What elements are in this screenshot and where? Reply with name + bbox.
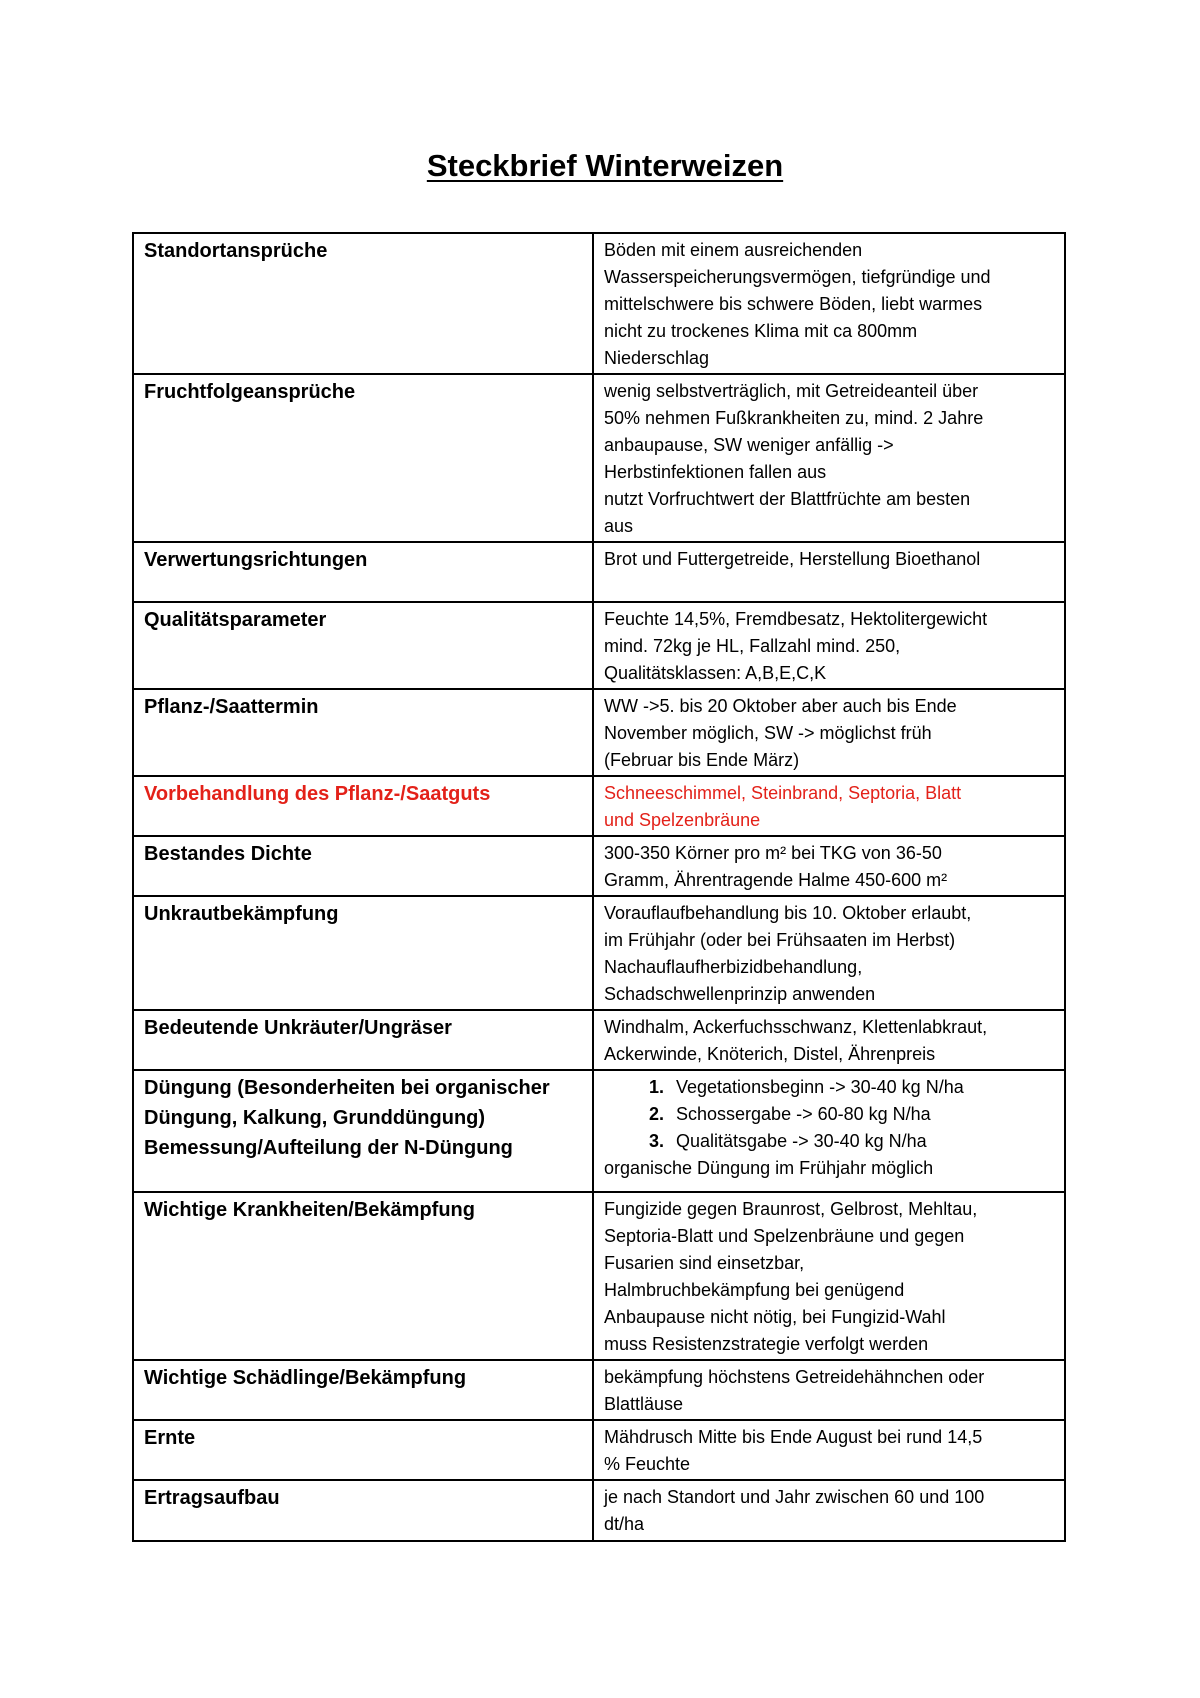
row-label: Bedeutende Unkräuter/Ungräser: [133, 1010, 593, 1070]
row-value: [593, 836, 1065, 896]
value-line: Anbaupause nicht nötig, bei Fungizid-Wahl: [604, 1307, 946, 1327]
value-line: Fusarien sind einsetzbar,: [604, 1253, 805, 1273]
value-line: dt/ha: [604, 1514, 645, 1534]
row-value: [593, 1010, 1065, 1070]
row-value: [593, 374, 1065, 542]
value-line: Niederschlag: [604, 348, 710, 368]
row-label: Standortansprüche: [133, 233, 593, 374]
row-value: [593, 602, 1065, 689]
value-line: Halmbruchbekämpfung bei genügend: [604, 1280, 905, 1300]
row-label: Qualitätsparameter: [133, 602, 593, 689]
table-row: [133, 1480, 1065, 1541]
value-line: % Feuchte: [604, 1454, 691, 1474]
list-text: Qualitätsgabe -> 30-40 kg N/ha: [676, 1131, 927, 1151]
row-label: Unkrautbekämpfung: [133, 896, 593, 1010]
row-value: [593, 1070, 1065, 1192]
value-line: Gramm, Ährentragende Halme 450-600 m²: [604, 870, 948, 890]
table-row: [133, 1010, 1065, 1070]
value-line: Böden mit einem ausreichenden: [604, 240, 863, 260]
value-line: Windhalm, Ackerfuchsschwanz, Klettenlabkraut,: [604, 1017, 988, 1037]
row-label: Ertragsaufbau: [133, 1480, 593, 1541]
value-line: Brot und Futtergetreide, Herstellung Bioethanol: [604, 549, 981, 569]
value-line: Fungizide gegen Braunrost, Gelbrost, Mehltau,: [604, 1199, 978, 1219]
value-line: Schneeschimmel, Steinbrand, Septoria, Blatt: [604, 783, 962, 803]
value-line: 50% nehmen Fußkrankheiten zu, mind. 2 Jahre: [604, 408, 984, 428]
row-value: [593, 233, 1065, 374]
value-line: nutzt Vorfruchtwert der Blattfrüchte am besten: [604, 489, 971, 509]
table-row: [133, 233, 1065, 374]
row-label: Ernte: [133, 1420, 593, 1480]
value-line: nicht zu trockenes Klima mit ca 800mm: [604, 321, 918, 341]
value-line: Septoria-Blatt und Spelzenbräune und gegen: [604, 1226, 965, 1246]
row-label: Vorbehandlung des Pflanz-/Saatguts: [133, 776, 593, 836]
row-value: [593, 542, 1065, 602]
value-line: Blattläuse: [604, 1394, 684, 1414]
table-row: [133, 374, 1065, 542]
value-line: je nach Standort und Jahr zwischen 60 und 100: [604, 1487, 985, 1507]
table-row: [133, 602, 1065, 689]
row-value: [593, 896, 1065, 1010]
row-value: [593, 1420, 1065, 1480]
value-line: mind. 72kg je HL, Fallzahl mind. 250,: [604, 636, 901, 656]
value-line: November möglich, SW -> möglichst früh: [604, 723, 932, 743]
row-label: Bestandes Dichte: [133, 836, 593, 896]
row-value: [593, 1192, 1065, 1360]
row-label: Wichtige Krankheiten/Bekämpfung: [133, 1192, 593, 1360]
table-row: [133, 1420, 1065, 1480]
row-value: [593, 1360, 1065, 1420]
value-line: Vorauflaufbehandlung bis 10. Oktober erlaubt,: [604, 903, 972, 923]
list-item: [648, 1074, 1054, 1101]
value-line: Qualitätsklassen: A,B,E,C,K: [604, 663, 827, 683]
table-row: [133, 689, 1065, 776]
row-label: Verwertungsrichtungen: [133, 542, 593, 602]
value-line: muss Resistenzstrategie verfolgt werden: [604, 1334, 929, 1354]
table-row-highlighted: [133, 776, 1065, 836]
value-line: Mähdrusch Mitte bis Ende August bei rund 14,5: [604, 1427, 983, 1447]
list-item: [648, 1101, 1054, 1128]
value-line: Schadschwellenprinzip anwenden: [604, 984, 876, 1004]
list-number: 1.: [648, 1077, 664, 1097]
value-line: (Februar bis Ende März): [604, 750, 800, 770]
row-label: Fruchtfolgeansprüche: [133, 374, 593, 542]
value-line: und Spelzenbräune: [604, 810, 761, 830]
list-text: Vegetationsbeginn -> 30-40 kg N/ha: [676, 1077, 964, 1097]
row-label: Pflanz-/Saattermin: [133, 689, 593, 776]
value-line: Feuchte 14,5%, Fremdbesatz, Hektolitergewicht: [604, 609, 988, 629]
value-line: Wasserspeicherungsvermögen, tiefgründige und: [604, 267, 991, 287]
list-number: 3.: [648, 1131, 664, 1151]
row-label: Wichtige Schädlinge/Bekämpfung: [133, 1360, 593, 1420]
profile-table: [132, 232, 1066, 1542]
value-line: aus: [604, 516, 634, 536]
fertilizer-plan-list: [604, 1074, 1054, 1155]
table-row: [133, 896, 1065, 1010]
value-line: im Frühjahr (oder bei Frühsaaten im Herbst): [604, 930, 956, 950]
label-line: Bemessung/Aufteilung der N-Düngung: [144, 1137, 513, 1159]
value-line: 300-350 Körner pro m² bei TKG von 36-50: [604, 843, 942, 863]
value-line: WW ->5. bis 20 Oktober aber auch bis Ende: [604, 696, 957, 716]
value-line: bekämpfung höchstens Getreidehähnchen oder: [604, 1367, 985, 1387]
value-line: organische Düngung im Frühjahr möglich: [604, 1158, 934, 1178]
value-line: anbaupause, SW weniger anfällig ->: [604, 435, 894, 455]
table-row: [133, 1070, 1065, 1192]
row-value: [593, 1480, 1065, 1541]
row-value: [593, 776, 1065, 836]
row-value: [593, 689, 1065, 776]
table-row: [133, 1360, 1065, 1420]
table-row: [133, 542, 1065, 602]
label-line: Düngung (Besonderheiten bei organischer: [144, 1077, 550, 1099]
page-title: Steckbrief Winterweizen: [426, 148, 784, 183]
value-line: mittelschwere bis schwere Böden, liebt warmes: [604, 294, 983, 314]
list-number: 2.: [648, 1104, 664, 1124]
row-label: [133, 1070, 593, 1192]
label-line: Düngung, Kalkung, Grunddüngung): [144, 1107, 486, 1129]
value-line: Nachauflaufherbizidbehandlung,: [604, 957, 863, 977]
value-line: wenig selbstverträglich, mit Getreideanteil über: [604, 381, 979, 401]
value-line: Ackerwinde, Knöterich, Distel, Ährenpreis: [604, 1044, 936, 1064]
table-row: [133, 1192, 1065, 1360]
list-text: Schossergabe -> 60-80 kg N/ha: [676, 1104, 931, 1124]
value-line: Herbstinfektionen fallen aus: [604, 462, 827, 482]
list-item: [648, 1128, 1054, 1155]
table-row: [133, 836, 1065, 896]
